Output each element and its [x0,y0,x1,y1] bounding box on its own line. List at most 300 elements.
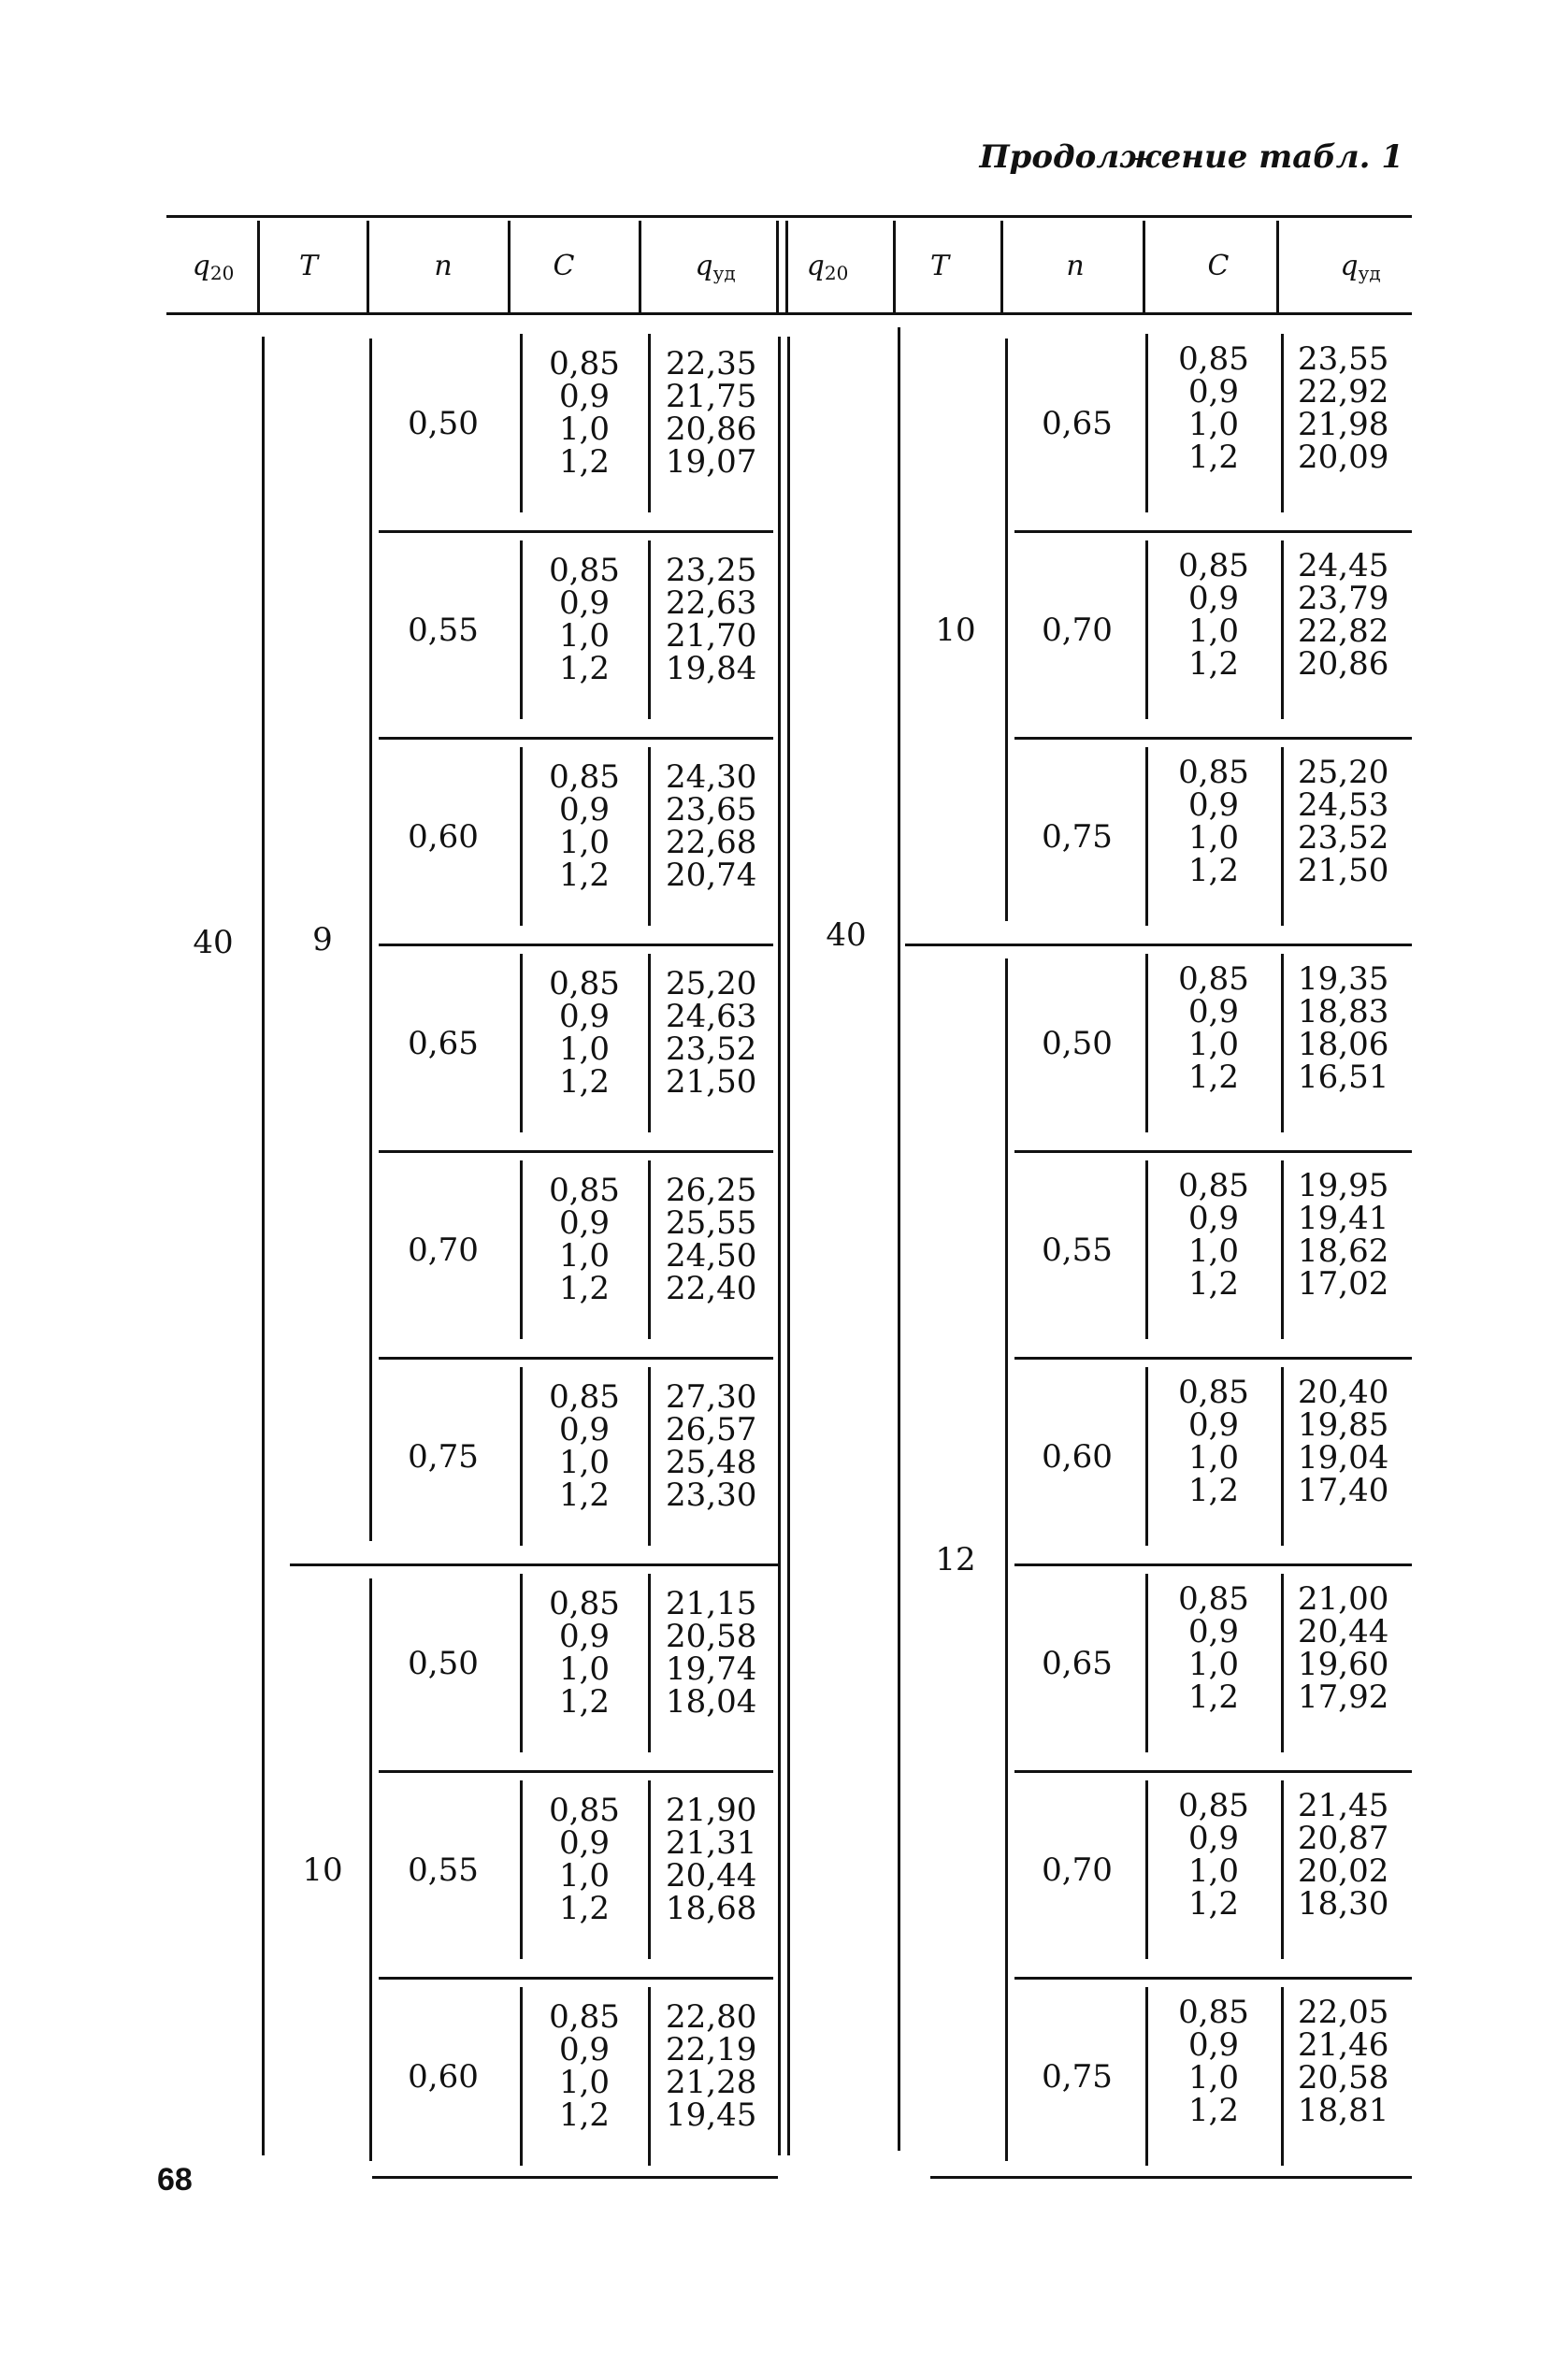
q-values-value: 21,00 [1298,1580,1389,1618]
c-values-value: 0,9 [558,1204,611,1242]
q-values-value: 21,45 [1298,1787,1389,1824]
n-value: 0,50 [408,1644,479,1682]
rule-line [1014,1150,1412,1153]
q-values-value: 20,02 [1298,1852,1389,1890]
column-divider [1145,747,1148,926]
c-values-value: 1,0 [1187,406,1240,443]
column-header [166,238,260,294]
column-divider [1000,221,1003,312]
column-divider [1145,1367,1148,1546]
c-values-value: 1,2 [558,857,611,894]
column-header-symbol: n [434,249,453,282]
q-values-value: 24,45 [1298,547,1389,584]
c-values-value: 1,0 [558,411,611,448]
column-divider [1145,1574,1148,1752]
q-values [666,1794,769,1925]
c-values-value: 1,2 [558,443,611,481]
q-values-value: 24,63 [666,998,757,1035]
c-values [1167,1787,1260,1923]
c-values-value: 0,9 [558,998,611,1035]
rule-line [1014,1977,1412,1980]
q-values-value: 21,98 [1298,406,1389,443]
q-values-value: 20,09 [1298,439,1389,476]
q-values-value: 19,35 [1298,960,1389,998]
c-values-value: 0,9 [1187,786,1240,824]
column-divider [520,1574,523,1752]
column-divider [648,954,651,1132]
q-values-value: 23,52 [1298,819,1389,857]
q-values-value: 23,79 [1298,580,1389,617]
c-values [538,345,631,481]
column-divider [1145,1987,1148,2166]
c-values-value: 0,9 [1187,373,1240,411]
c-values [1167,340,1260,476]
c-values-value: 1,2 [1187,1265,1240,1303]
column-header [781,238,874,294]
c-values-value: 1,0 [558,1444,611,1481]
q-values-value: 18,68 [666,1890,757,1927]
column-header-symbol: q [695,249,713,282]
column-header [271,238,346,294]
n-value: 0,65 [408,1024,479,1062]
q-values-value: 22,35 [666,345,757,382]
c-values-value: 0,85 [1178,547,1249,584]
c-values-value: 0,9 [558,378,611,415]
c-values-value: 0,85 [1178,754,1249,791]
q-values-value: 21,15 [666,1585,757,1622]
q-values-value: 22,92 [1298,373,1389,411]
rule-line [379,1770,773,1773]
q-values-value: 19,95 [1298,1167,1389,1204]
q-values-value: 20,58 [1298,2059,1389,2096]
c-values-value: 0,85 [549,345,620,382]
c-values-value: 0,9 [558,2031,611,2068]
rule-line [166,215,1412,218]
column-divider [520,747,523,926]
page-number: 68 [157,2162,193,2197]
n-value: 0,65 [1042,1644,1113,1682]
column-divider [1281,747,1284,926]
c-values-value: 0,85 [549,1172,620,1209]
column-divider [508,221,511,312]
c-values-value: 1,0 [1187,612,1240,650]
c-values-value: 0,85 [549,1378,620,1416]
c-values-value: 0,9 [1187,1406,1240,1444]
q-values-value: 22,82 [1298,612,1389,650]
t-value: 9 [312,921,333,958]
q-values-value: 21,50 [1298,852,1389,889]
c-values-value: 0,85 [549,1792,620,1829]
n-value: 0,50 [408,404,479,442]
rule-line [905,944,1412,946]
column-divider [1281,1987,1284,2166]
column-divider [520,1987,523,2166]
n-value: 0,75 [1042,817,1113,856]
n-value: 0,60 [1042,1437,1113,1476]
q-values-value: 21,50 [666,1063,757,1101]
column-divider [648,1160,651,1339]
c-values-value: 1,2 [558,1683,611,1721]
c-values-value: 0,9 [558,791,611,828]
c-values-value: 0,85 [1178,1580,1249,1618]
column-header [1181,238,1256,294]
q-values [1298,340,1401,476]
c-values-value: 1,0 [558,1030,611,1068]
column-divider [520,1780,523,1959]
n-value: 0,60 [408,2057,479,2096]
rule-line [290,1563,778,1566]
c-values-value: 0,9 [1187,580,1240,617]
column-header-symbol: T [929,249,949,282]
c-values-value: 0,9 [1187,993,1240,1030]
column-divider [520,954,523,1132]
q-values-value: 18,04 [666,1683,757,1721]
column-divider [898,327,900,2151]
c-values-value: 1,2 [558,1477,611,1514]
column-divider [1281,1367,1284,1546]
q-values-value: 20,40 [1298,1374,1389,1411]
column-divider [648,334,651,512]
c-values-value: 0,9 [558,1824,611,1862]
q-values-value: 18,62 [1298,1232,1389,1270]
column-divider [648,540,651,719]
column-divider [367,221,369,312]
c-values-value: 1,0 [1187,1232,1240,1270]
q-values-value: 19,41 [1298,1200,1389,1237]
q-values-value: 20,86 [1298,645,1389,683]
c-values [1167,756,1260,887]
rule-line [1014,1563,1412,1566]
c-values-value: 0,85 [549,965,620,1002]
c-values-value: 1,0 [1187,1026,1240,1063]
q-values-value: 25,55 [666,1204,757,1242]
column-header [664,238,767,294]
c-values-value: 1,0 [558,1650,611,1688]
q-values-value: 22,19 [666,2031,757,2068]
q-values-value: 21,28 [666,2064,757,2101]
q-values [666,345,769,481]
q-values-value: 22,40 [666,1270,757,1307]
q-values [1298,756,1401,887]
column-divider [1281,334,1284,512]
c-values-value: 1,2 [558,2096,611,2134]
c-values-value: 0,85 [549,552,620,589]
q-values [666,1585,769,1721]
column-divider [648,1987,651,2166]
q-values-value: 20,44 [666,1857,757,1895]
column-divider [1145,954,1148,1132]
column-divider [257,221,260,312]
c-values-value: 0,9 [1187,2026,1240,2064]
c-values [1167,1580,1260,1716]
q-values-value: 23,65 [666,791,757,828]
rule-line [1014,1357,1412,1360]
c-values-value: 0,85 [1178,340,1249,378]
column-divider [893,221,896,312]
q-values-value: 25,48 [666,1444,757,1481]
column-divider [648,1367,651,1546]
c-values-value: 0,9 [1187,1613,1240,1650]
column-divider [1281,1780,1284,1959]
q-values-value: 18,81 [1298,2092,1389,2129]
c-values-value: 1,0 [1187,1852,1240,1890]
c-values [538,552,631,687]
n-value: 0,55 [408,611,479,649]
table-caption: Продолжение табл. 1 [979,138,1403,176]
rule-line [930,2176,1412,2179]
column-header [406,238,481,294]
column-header-symbol: q [806,249,825,282]
n-value: 0,70 [1042,611,1113,649]
column-divider [1281,540,1284,719]
q-values-value: 23,52 [666,1030,757,1068]
c-values [538,965,631,1101]
q-values-value: 21,46 [1298,2026,1389,2064]
q-values-value: 19,60 [1298,1646,1389,1683]
column-divider [776,221,779,312]
q-values [1298,1996,1401,2127]
q-values [1298,1787,1401,1923]
c-values-value: 0,85 [549,1998,620,2036]
n-value: 0,55 [1042,1231,1113,1269]
q-values-value: 19,45 [666,2096,757,2134]
rule-line [1014,530,1412,533]
q-values [1298,960,1401,1096]
column-header [526,238,601,294]
rule-line [379,737,773,740]
q-values-value: 19,07 [666,443,757,481]
c-values-value: 1,2 [558,650,611,687]
q-values-value: 20,74 [666,857,757,894]
rule-line [379,1150,773,1153]
rule-line [372,2176,778,2179]
q-values-value: 22,05 [1298,1994,1389,2031]
q-values-value: 20,87 [1298,1820,1389,1857]
rule-line [379,1977,773,1980]
q-values-value: 21,70 [666,617,757,655]
c-values-value: 1,2 [1187,1885,1240,1923]
q-values-value: 18,06 [1298,1026,1389,1063]
rule-line [166,312,1412,315]
t-value: 10 [935,611,976,649]
c-values [1167,1996,1260,2127]
c-values [1167,1376,1260,1507]
c-values-value: 1,0 [558,2064,611,2101]
c-values-value: 1,0 [558,824,611,861]
q-values [666,1174,769,1305]
q-values-value: 19,74 [666,1650,757,1688]
c-values-value: 1,2 [1187,1679,1240,1716]
c-values [538,1794,631,1925]
column-header-subscript: 20 [209,262,235,284]
n-value: 0,50 [1042,1024,1113,1062]
q-values-value: 19,84 [666,650,757,687]
c-values [1167,547,1260,683]
column-divider [787,337,790,2155]
column-header-subscript: уд [1358,262,1381,284]
column-divider [1145,334,1148,512]
q-values-value: 17,92 [1298,1679,1389,1716]
c-values-value: 1,2 [558,1270,611,1307]
q-values-value: 24,30 [666,758,757,796]
q-values-value: 17,02 [1298,1265,1389,1303]
q-values-value: 26,25 [666,1172,757,1209]
c-values-value: 0,85 [1178,1787,1249,1824]
column-header-symbol: C [1207,249,1230,282]
t-value: 12 [935,1541,976,1578]
c-values-value: 1,2 [1187,1472,1240,1509]
column-divider [1276,221,1279,312]
c-values-value: 1,2 [1187,2092,1240,2129]
q-values-value: 20,44 [1298,1613,1389,1650]
column-divider [1281,1160,1284,1339]
q-values-value: 25,20 [1298,754,1389,791]
c-values-value: 0,9 [1187,1820,1240,1857]
n-value: 0,75 [1042,2057,1113,2096]
column-divider [1281,1574,1284,1752]
c-values-value: 1,0 [558,1237,611,1275]
column-divider [1281,954,1284,1132]
q-values-value: 22,63 [666,584,757,622]
c-values-value: 1,0 [1187,1646,1240,1683]
n-value: 0,75 [408,1437,479,1476]
c-values-value: 0,85 [1178,1167,1249,1204]
column-divider [785,221,788,312]
column-divider [639,221,641,312]
column-header-symbol: T [298,249,318,282]
c-values [538,1174,631,1305]
rule-line [379,944,773,946]
c-values [538,758,631,894]
column-header-symbol: q [192,249,210,282]
q-values [1298,1376,1401,1507]
c-values [538,1378,631,1514]
q-values-value: 27,30 [666,1378,757,1416]
column-divider [520,334,523,512]
q-values-value: 25,20 [666,965,757,1002]
column-header-symbol: n [1066,249,1085,282]
c-values [538,1998,631,2134]
c-values-value: 1,2 [558,1063,611,1101]
column-header [1038,238,1113,294]
q-values [1298,547,1401,683]
column-header-symbol: C [553,249,575,282]
c-values-value: 0,85 [1178,960,1249,998]
c-values-value: 0,9 [1187,1200,1240,1237]
column-divider [1145,1160,1148,1339]
column-header [1309,238,1412,294]
rule-line [1014,737,1412,740]
q-values [666,1998,769,2134]
q-values [1298,1167,1401,1303]
q-values [666,965,769,1101]
column-header [902,238,977,294]
c-values-value: 1,2 [1187,645,1240,683]
c-values-value: 0,85 [1178,1374,1249,1411]
rule-line [1014,1770,1412,1773]
q-values-value: 19,85 [1298,1406,1389,1444]
column-header-symbol: q [1340,249,1359,282]
q-values-value: 21,90 [666,1792,757,1829]
column-divider [520,1160,523,1339]
column-divider [778,337,781,2155]
rule-line [379,530,773,533]
column-divider [369,339,372,1541]
c-values-value: 0,9 [558,1411,611,1448]
column-divider [1145,1780,1148,1959]
c-values-value: 0,9 [558,584,611,622]
q-values-value: 20,58 [666,1618,757,1655]
column-divider [262,337,265,2155]
c-values [1167,1167,1260,1303]
column-header-subscript: уд [712,262,736,284]
c-values-value: 1,0 [558,1857,611,1895]
column-divider [1145,540,1148,719]
column-divider [520,1367,523,1546]
t-value: 10 [302,1851,343,1889]
column-divider [1005,958,1008,2161]
c-values-value: 0,85 [549,758,620,796]
column-header-subscript: 20 [824,262,849,284]
c-values [1167,960,1260,1096]
q-values-value: 17,40 [1298,1472,1389,1509]
q-values-value: 23,55 [1298,340,1389,378]
q-values-value: 20,86 [666,411,757,448]
n-value: 0,65 [1042,404,1113,442]
q-values-value: 23,25 [666,552,757,589]
q-values [1298,1580,1401,1716]
q-values-value: 21,31 [666,1824,757,1862]
q-values-value: 22,68 [666,824,757,861]
q-values-value: 24,53 [1298,786,1389,824]
c-values-value: 1,2 [558,1890,611,1927]
n-value: 0,55 [408,1851,479,1889]
column-divider [648,1574,651,1752]
q-values-value: 18,30 [1298,1885,1389,1923]
c-values-value: 1,0 [1187,1439,1240,1477]
column-divider [520,540,523,719]
rule-line [379,1357,773,1360]
q-values [666,758,769,894]
n-value: 0,70 [408,1231,479,1269]
c-values-value: 1,2 [1187,852,1240,889]
q-values-value: 24,50 [666,1237,757,1275]
q-values-value: 21,75 [666,378,757,415]
c-values-value: 1,0 [1187,2059,1240,2096]
c-values [538,1585,631,1721]
c-values-value: 0,9 [558,1618,611,1655]
q-values [666,552,769,687]
c-values-value: 1,0 [1187,819,1240,857]
column-divider [648,747,651,926]
n-value: 0,70 [1042,1851,1113,1889]
q-values-value: 22,80 [666,1998,757,2036]
q-values-value: 26,57 [666,1411,757,1448]
c-values-value: 0,85 [549,1585,620,1622]
q-values-value: 19,04 [1298,1439,1389,1477]
c-values-value: 1,2 [1187,1059,1240,1096]
q-values-value: 18,83 [1298,993,1389,1030]
column-divider [1143,221,1145,312]
n-value: 0,60 [408,817,479,856]
q-values [666,1378,769,1514]
q-values-value: 16,51 [1298,1059,1389,1096]
c-values-value: 0,85 [1178,1994,1249,2031]
column-divider [648,1780,651,1959]
c-values-value: 1,2 [1187,439,1240,476]
column-divider [369,1578,372,2161]
q-values-value: 23,30 [666,1477,757,1514]
